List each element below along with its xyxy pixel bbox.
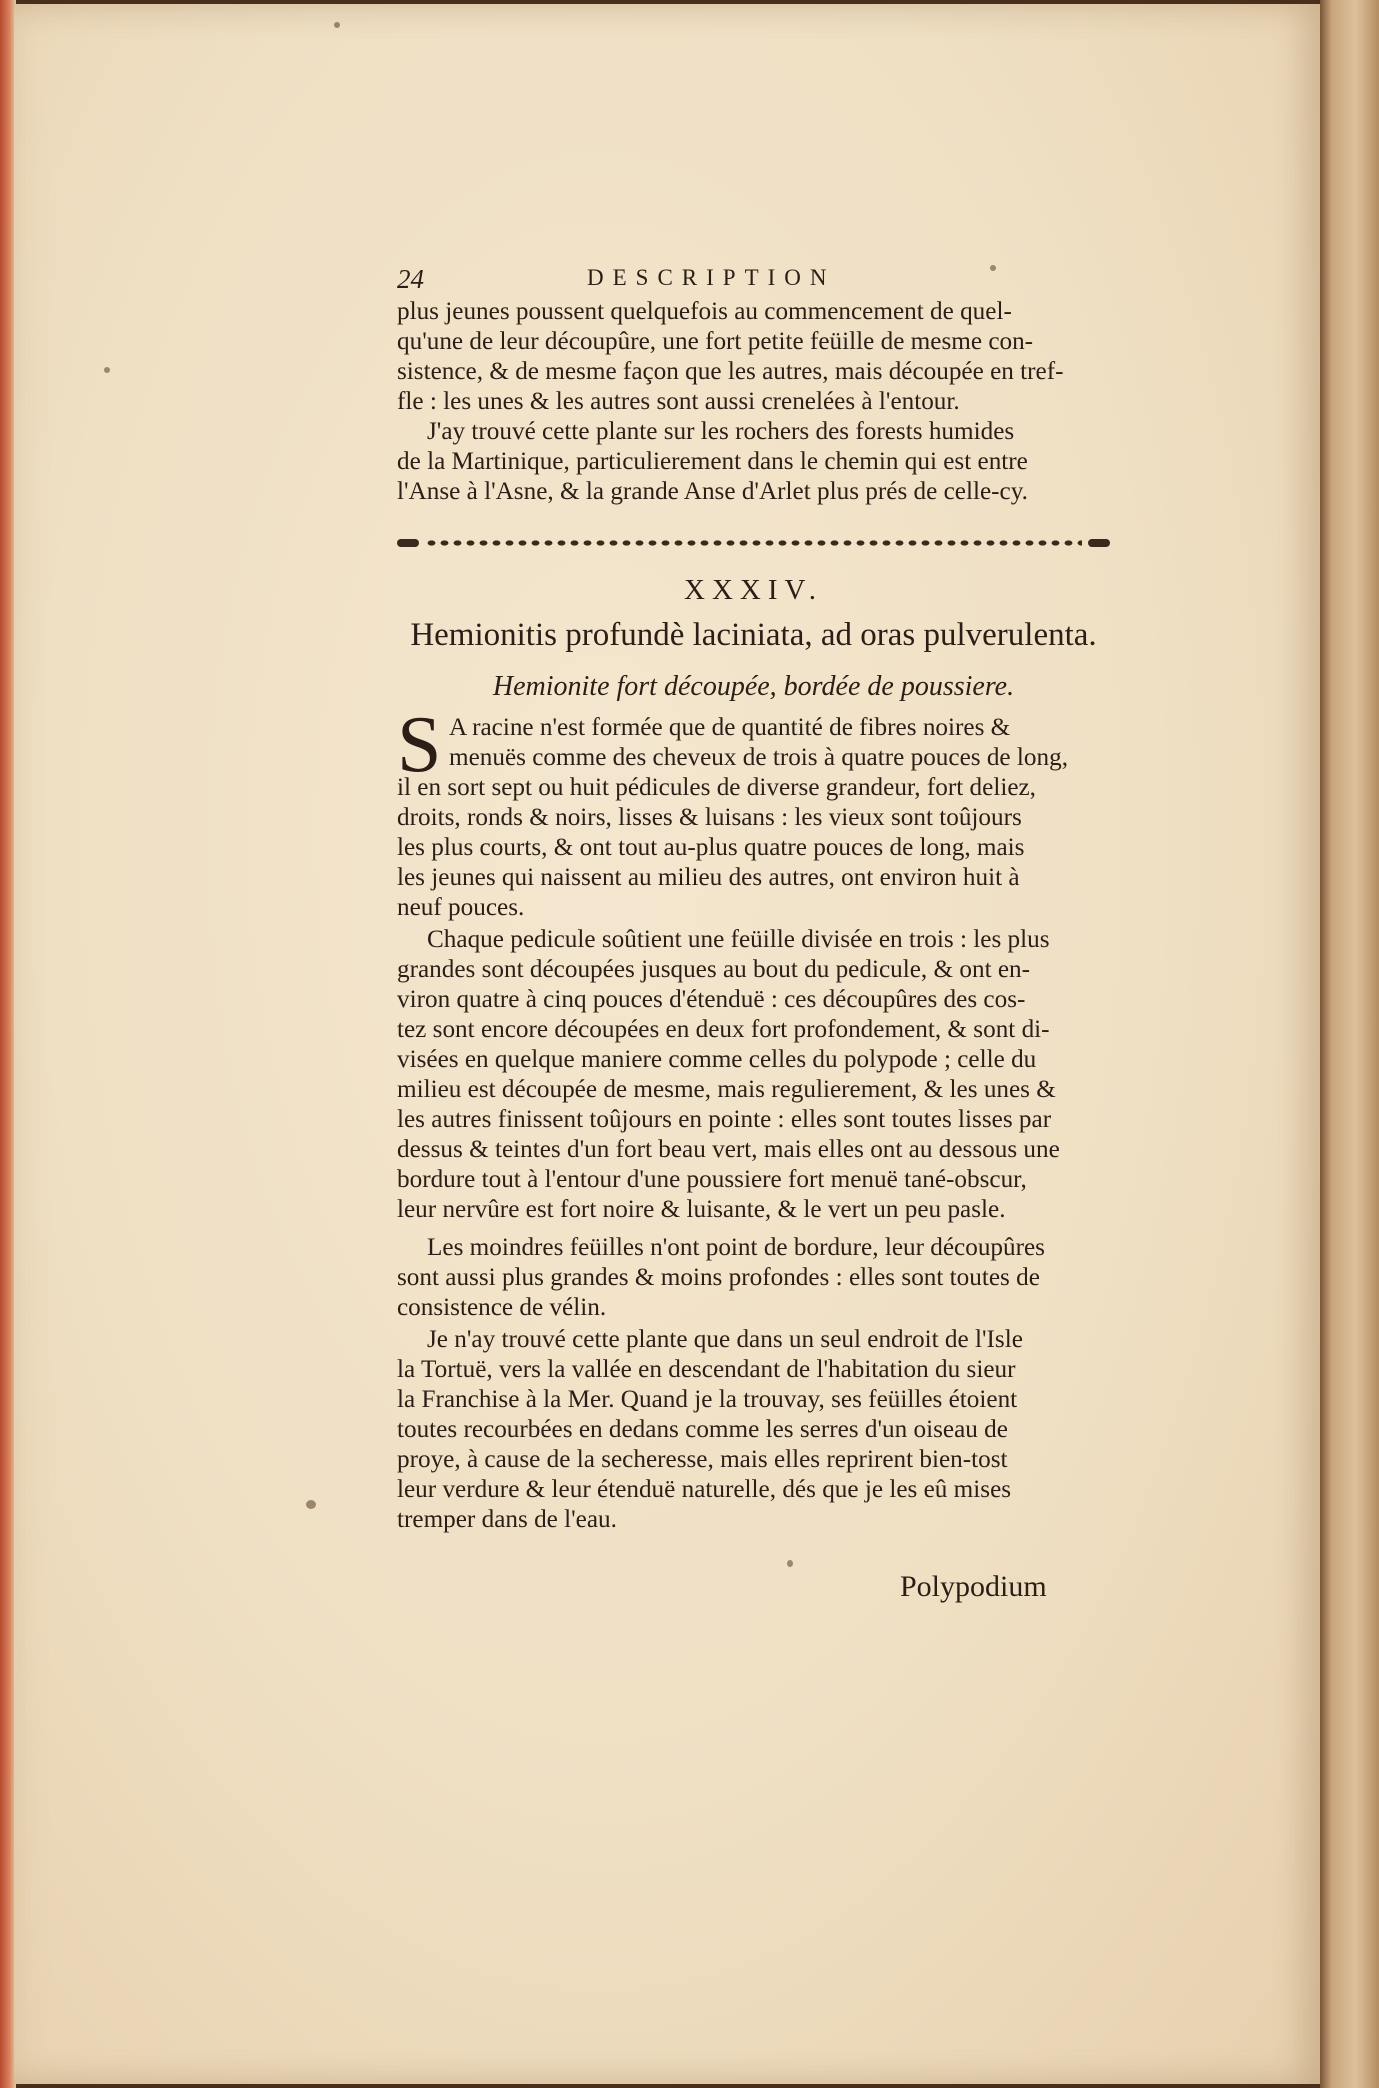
page-header <box>397 262 1110 298</box>
text-line: sont aussi plus grandes & moins profondes : elles sont toutes de <box>397 1264 1040 1291</box>
text-line: la Tortuë, vers la vallée en descendant de l'habitation du sieur <box>397 1356 1016 1383</box>
paper-stain <box>334 22 340 28</box>
section-number: XXXIV. <box>684 574 823 606</box>
text-line: proye, à cause de la secheresse, mais elles reprirent bien-tost <box>397 1446 1008 1473</box>
text-line: visées en quelque maniere comme celles du polypode ; celle du <box>397 1046 1037 1073</box>
text-line: leur nervûre est fort noire & luisante, & le vert un peu pasle. <box>397 1196 1006 1223</box>
french-title: Hemionite fort découpée, bordée de poussiere. <box>492 671 1015 702</box>
paragraph-4 <box>397 1325 1110 1535</box>
text-line: Chaque pedicule soûtient une feüille divisée en trois : les plus <box>427 926 1050 953</box>
adjacent-page-edge <box>1320 0 1379 2088</box>
text-line: les autres finissent toûjours en pointe : elles sont toutes lisses par <box>397 1106 1052 1133</box>
text-line: neuf pouces. <box>397 894 525 921</box>
text-line: plus jeunes poussent quelquefois au commencement de quel- <box>397 298 1012 325</box>
text-line: fle : les unes & les autres sont aussi crenelées à l'entour. <box>397 388 960 415</box>
latin-title: Hemionitis profundè laciniata, ad oras pulverulenta. <box>410 617 1097 653</box>
text-line: les plus courts, & ont tout au-plus quatre pouces de long, mais <box>397 834 1025 861</box>
text-line: de la Martinique, particulierement dans le chemin qui est entre <box>397 448 1028 475</box>
paragraph-2 <box>397 925 1110 1225</box>
ornament-end <box>397 539 419 547</box>
text-line: tez sont encore découpées en deux fort profondement, & sont di- <box>397 1016 1050 1043</box>
text-line: dessus & teintes d'un fort beau vert, mais elles ont au dessous une <box>397 1136 1060 1163</box>
text-line: qu'une de leur découpûre, une fort petite feüille de mesme con- <box>397 328 1034 355</box>
text-line: milieu est découpée de mesme, mais regulierement, & les unes & <box>397 1076 1056 1103</box>
text-line: sistence, & de mesme façon que les autres, mais découpée en tref- <box>397 358 1064 385</box>
paper-stain <box>306 1500 316 1509</box>
text-line: A racine n'est formée que de quantité de fibres noires & <box>449 714 1011 741</box>
text-line: droits, ronds & noirs, lisses & luisans : les vieux sont toûjours <box>397 804 1022 831</box>
text-line: toutes recourbées en dedans comme les serres d'un oiseau de <box>397 1416 1008 1443</box>
text-line: viron quatre à cinq pouces d'étenduë : ces découpûres des cos- <box>397 986 1026 1013</box>
ornament-chain <box>425 538 1082 548</box>
text-line: Les moindres feüilles n'ont point de bordure, leur découpûres <box>427 1234 1045 1261</box>
drop-cap: S <box>397 701 442 789</box>
text-line: l'Anse à l'Asne, & la grande Anse d'Arlet plus prés de celle-cy. <box>397 478 1028 505</box>
catchword: Polypodium <box>900 1570 1047 1603</box>
text-line: tremper dans de l'eau. <box>397 1506 617 1533</box>
text-line: les jeunes qui naissent au milieu des autres, ont environ huit à <box>397 864 1020 891</box>
page-number: 24 <box>397 264 424 294</box>
paper-stain <box>787 1560 793 1567</box>
text-line: consistence de vélin. <box>397 1294 607 1321</box>
text-line: Je n'ay trouvé cette plante que dans un seul endroit de l'Isle <box>427 1326 1023 1353</box>
ornament-end <box>1088 539 1110 547</box>
ornamental-rule <box>397 535 1110 551</box>
text-line: J'ay trouvé cette plante sur les rochers des forests humides <box>427 418 1015 445</box>
paragraph-1 <box>397 701 1110 923</box>
text-line: menuës comme des cheveux de trois à quatre pouces de long, <box>449 744 1068 771</box>
running-head: DESCRIPTION <box>587 265 836 290</box>
continued-paragraph <box>397 297 1110 507</box>
text-line: grandes sont découpées jusques au bout du pedicule, & ont en- <box>397 956 1031 983</box>
text-line: la Franchise à la Mer. Quand je la trouvay, ses feüilles étoient <box>397 1386 1018 1413</box>
paragraph-3 <box>397 1233 1110 1323</box>
text-line: bordure tout à l'entour d'une poussiere fort menuë tané-obscur, <box>397 1166 1027 1193</box>
text-line: il en sort sept ou huit pédicules de diverse grandeur, fort deliez, <box>397 774 1036 801</box>
paper-stain <box>104 367 110 373</box>
text-line: leur verdure & leur étenduë naturelle, dés que je les eû mises <box>397 1476 1012 1503</box>
